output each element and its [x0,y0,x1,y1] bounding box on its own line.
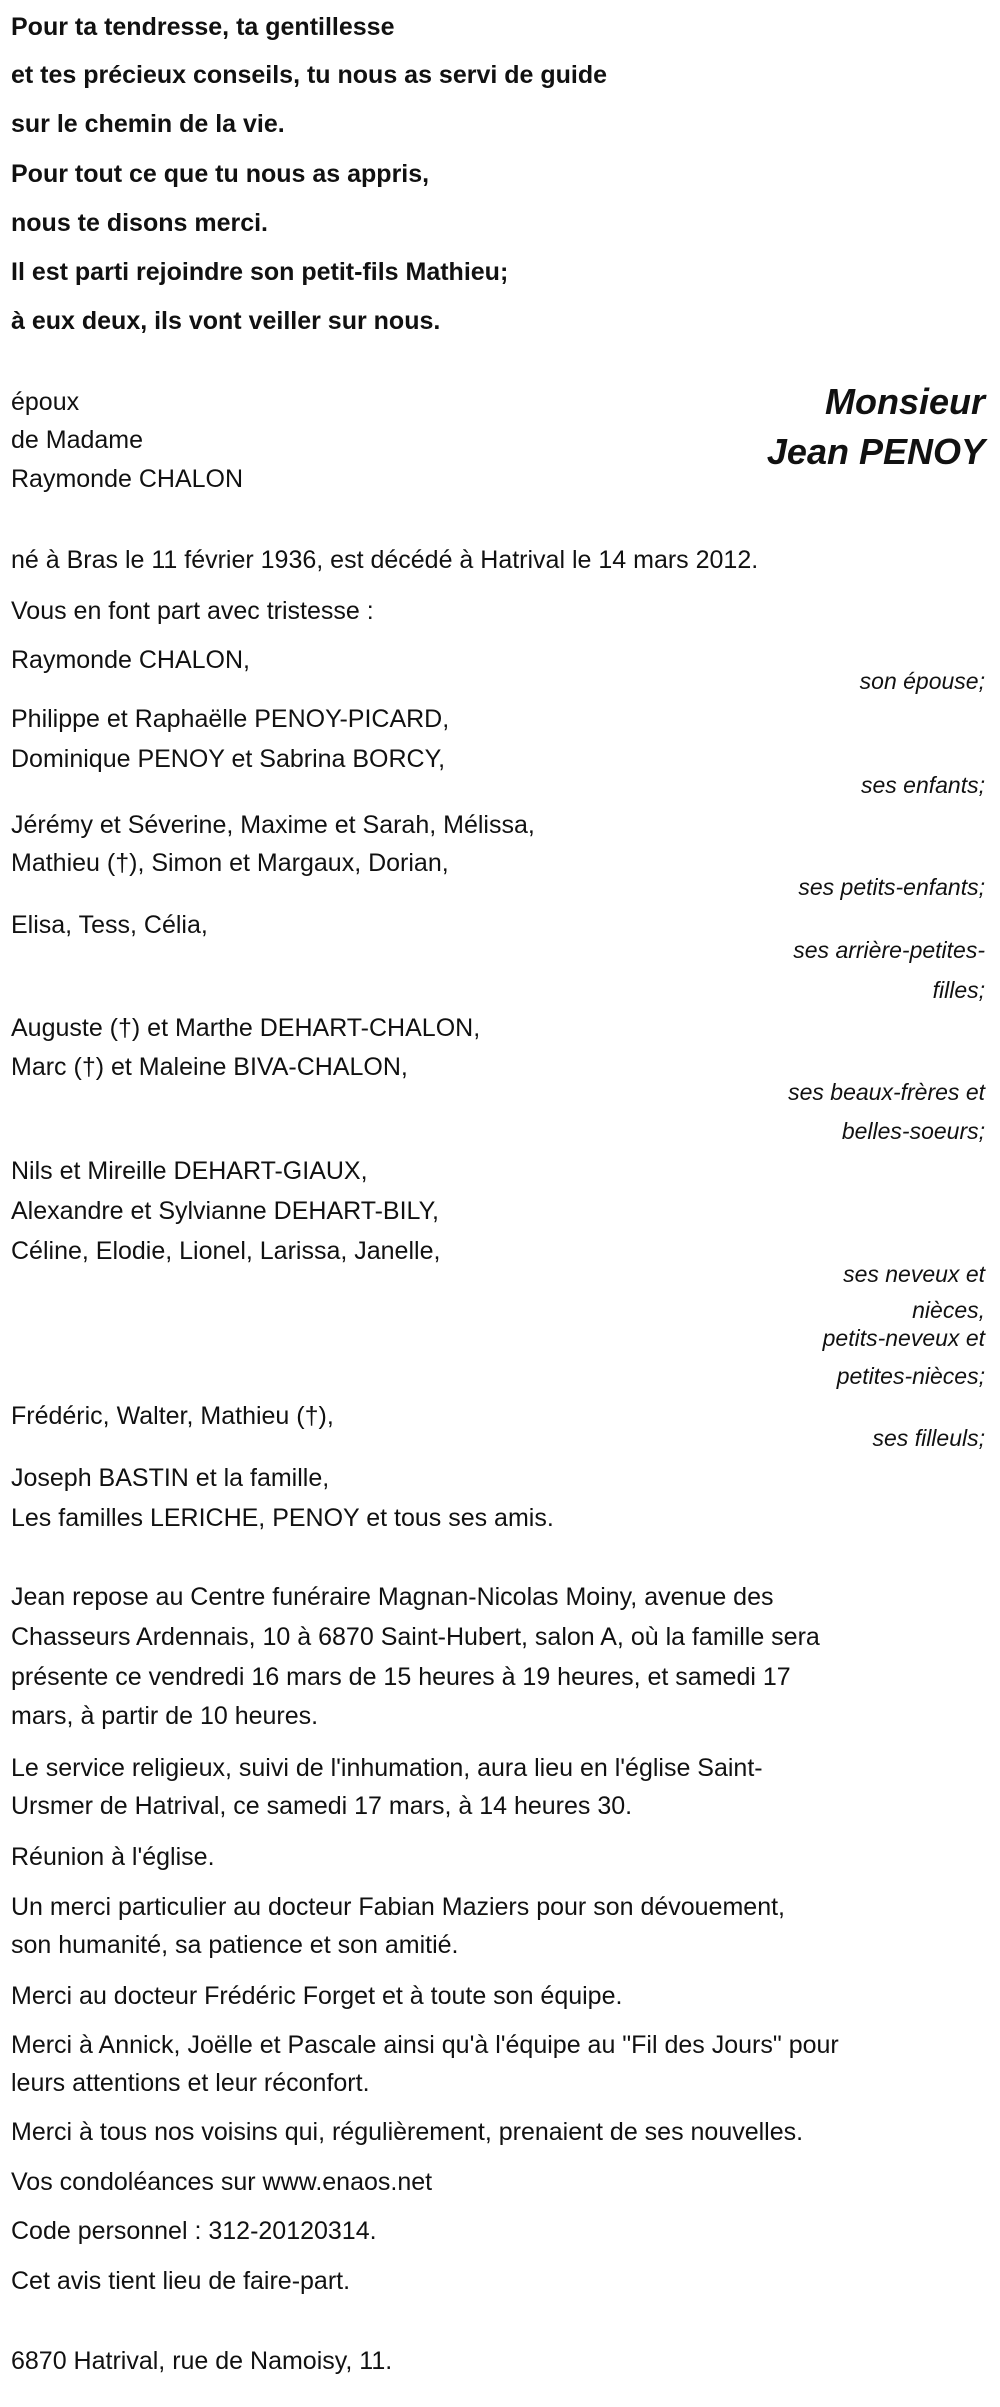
family-relation: ses filleuls; [872,1425,985,1451]
spouse-line: de Madame [11,426,144,454]
detail-line: présente ce vendredi 16 mars de 15 heures à 19 heures, et samedi 17 [11,1663,791,1691]
family-name: Jérémy et Séverine, Maxime et Sarah, Mélissa, [11,811,535,839]
family-name: Les familles LERICHE, PENOY et tous ses amis. [11,1504,554,1532]
family-relation: ses enfants; [860,772,985,798]
family-name: Dominique PENOY et Sabrina BORCY, [11,745,446,773]
detail-line: Merci à tous nos voisins qui, régulièrement, prenaient de ses nouvelles. [11,2118,804,2146]
detail-line: Code personnel : 312-20120314. [11,2217,377,2245]
detail-line: Ursmer de Hatrival, ce samedi 17 mars, à 14 heures 30. [11,1792,633,1820]
detail-line: Réunion à l'église. [11,1843,215,1871]
family-name: Marc (†) et Maleine BIVA-CHALON, [11,1053,408,1081]
family-relation: belles-soeurs; [841,1118,985,1144]
family-name: Nils et Mireille DEHART-GIAUX, [11,1157,368,1185]
family-relation: petites-nièces; [836,1363,985,1389]
detail-line: son humanité, sa patience et son amitié. [11,1931,459,1959]
family-name: Philippe et Raphaëlle PENOY-PICARD, [11,705,450,733]
family-name: Raymonde CHALON, [11,646,250,674]
family-relation: nièces, [912,1297,985,1323]
family-name: Mathieu (†), Simon et Margaux, Dorian, [11,849,449,877]
detail-line: Chasseurs Ardennais, 10 à 6870 Saint-Hubert, salon A, où la famille sera [11,1623,820,1651]
address: 6870 Hatrival, rue de Namoisy, 11. [11,2347,393,2375]
condolences-link[interactable]: Vos condoléances sur www.enaos.net [11,2168,433,2196]
poem-line: sur le chemin de la vie. [11,110,285,138]
poem-line: Pour ta tendresse, ta gentillesse [11,13,395,41]
family-name: Joseph BASTIN et la famille, [11,1464,330,1492]
family-name: Frédéric, Walter, Mathieu (†), [11,1402,334,1430]
family-relation: ses neveux et [843,1261,985,1287]
family-relation: filles; [932,977,985,1003]
family-relation: petits-neveux et [822,1325,985,1351]
detail-line: mars, à partir de 10 heures. [11,1702,319,1730]
poem-line: Pour tout ce que tu nous as appris, [11,160,430,188]
detail-line: Un merci particulier au docteur Fabian Maziers pour son dévouement, [11,1893,785,1921]
family-name: Auguste (†) et Marthe DEHART-CHALON, [11,1014,481,1042]
detail-line: Le service religieux, suivi de l'inhumation, aura lieu en l'église Saint- [11,1754,763,1782]
family-relation: son épouse; [859,668,985,694]
poem-line: Il est parti rejoindre son petit-fils Mathieu; [11,258,509,286]
family-relation: ses arrière-petites- [793,937,985,963]
family-name: Alexandre et Sylvianne DEHART-BILY, [11,1197,440,1225]
birth-death: né à Bras le 11 février 1936, est décédé à Hatrival le 14 mars 2012. [11,546,759,574]
deceased-name: Jean PENOY [766,431,985,472]
spouse-line: Raymonde CHALON [11,465,244,493]
deceased-title: Monsieur [824,381,985,422]
poem-line: et tes précieux conseils, tu nous as servi de guide [11,61,608,89]
family-name: Céline, Elodie, Lionel, Larissa, Janelle, [11,1237,441,1265]
family-relation: ses petits-enfants; [798,874,985,900]
detail-line: Cet avis tient lieu de faire-part. [11,2267,351,2295]
poem-line: nous te disons merci. [11,209,269,237]
detail-line: Merci à Annick, Joëlle et Pascale ainsi qu'à l'équipe au "Fil des Jours" pour [11,2031,839,2059]
detail-line: Merci au docteur Frédéric Forget et à toute son équipe. [11,1982,623,2010]
poem-line: à eux deux, ils vont veiller sur nous. [11,307,441,335]
spouse-line: époux [11,388,80,416]
family-name: Elisa, Tess, Célia, [11,911,208,939]
intro: Vous en font part avec tristesse : [11,597,374,625]
family-relation: ses beaux-frères et [788,1079,985,1105]
detail-line: Jean repose au Centre funéraire Magnan-Nicolas Moiny, avenue des [11,1583,774,1611]
detail-line: leurs attentions et leur réconfort. [11,2069,370,2097]
